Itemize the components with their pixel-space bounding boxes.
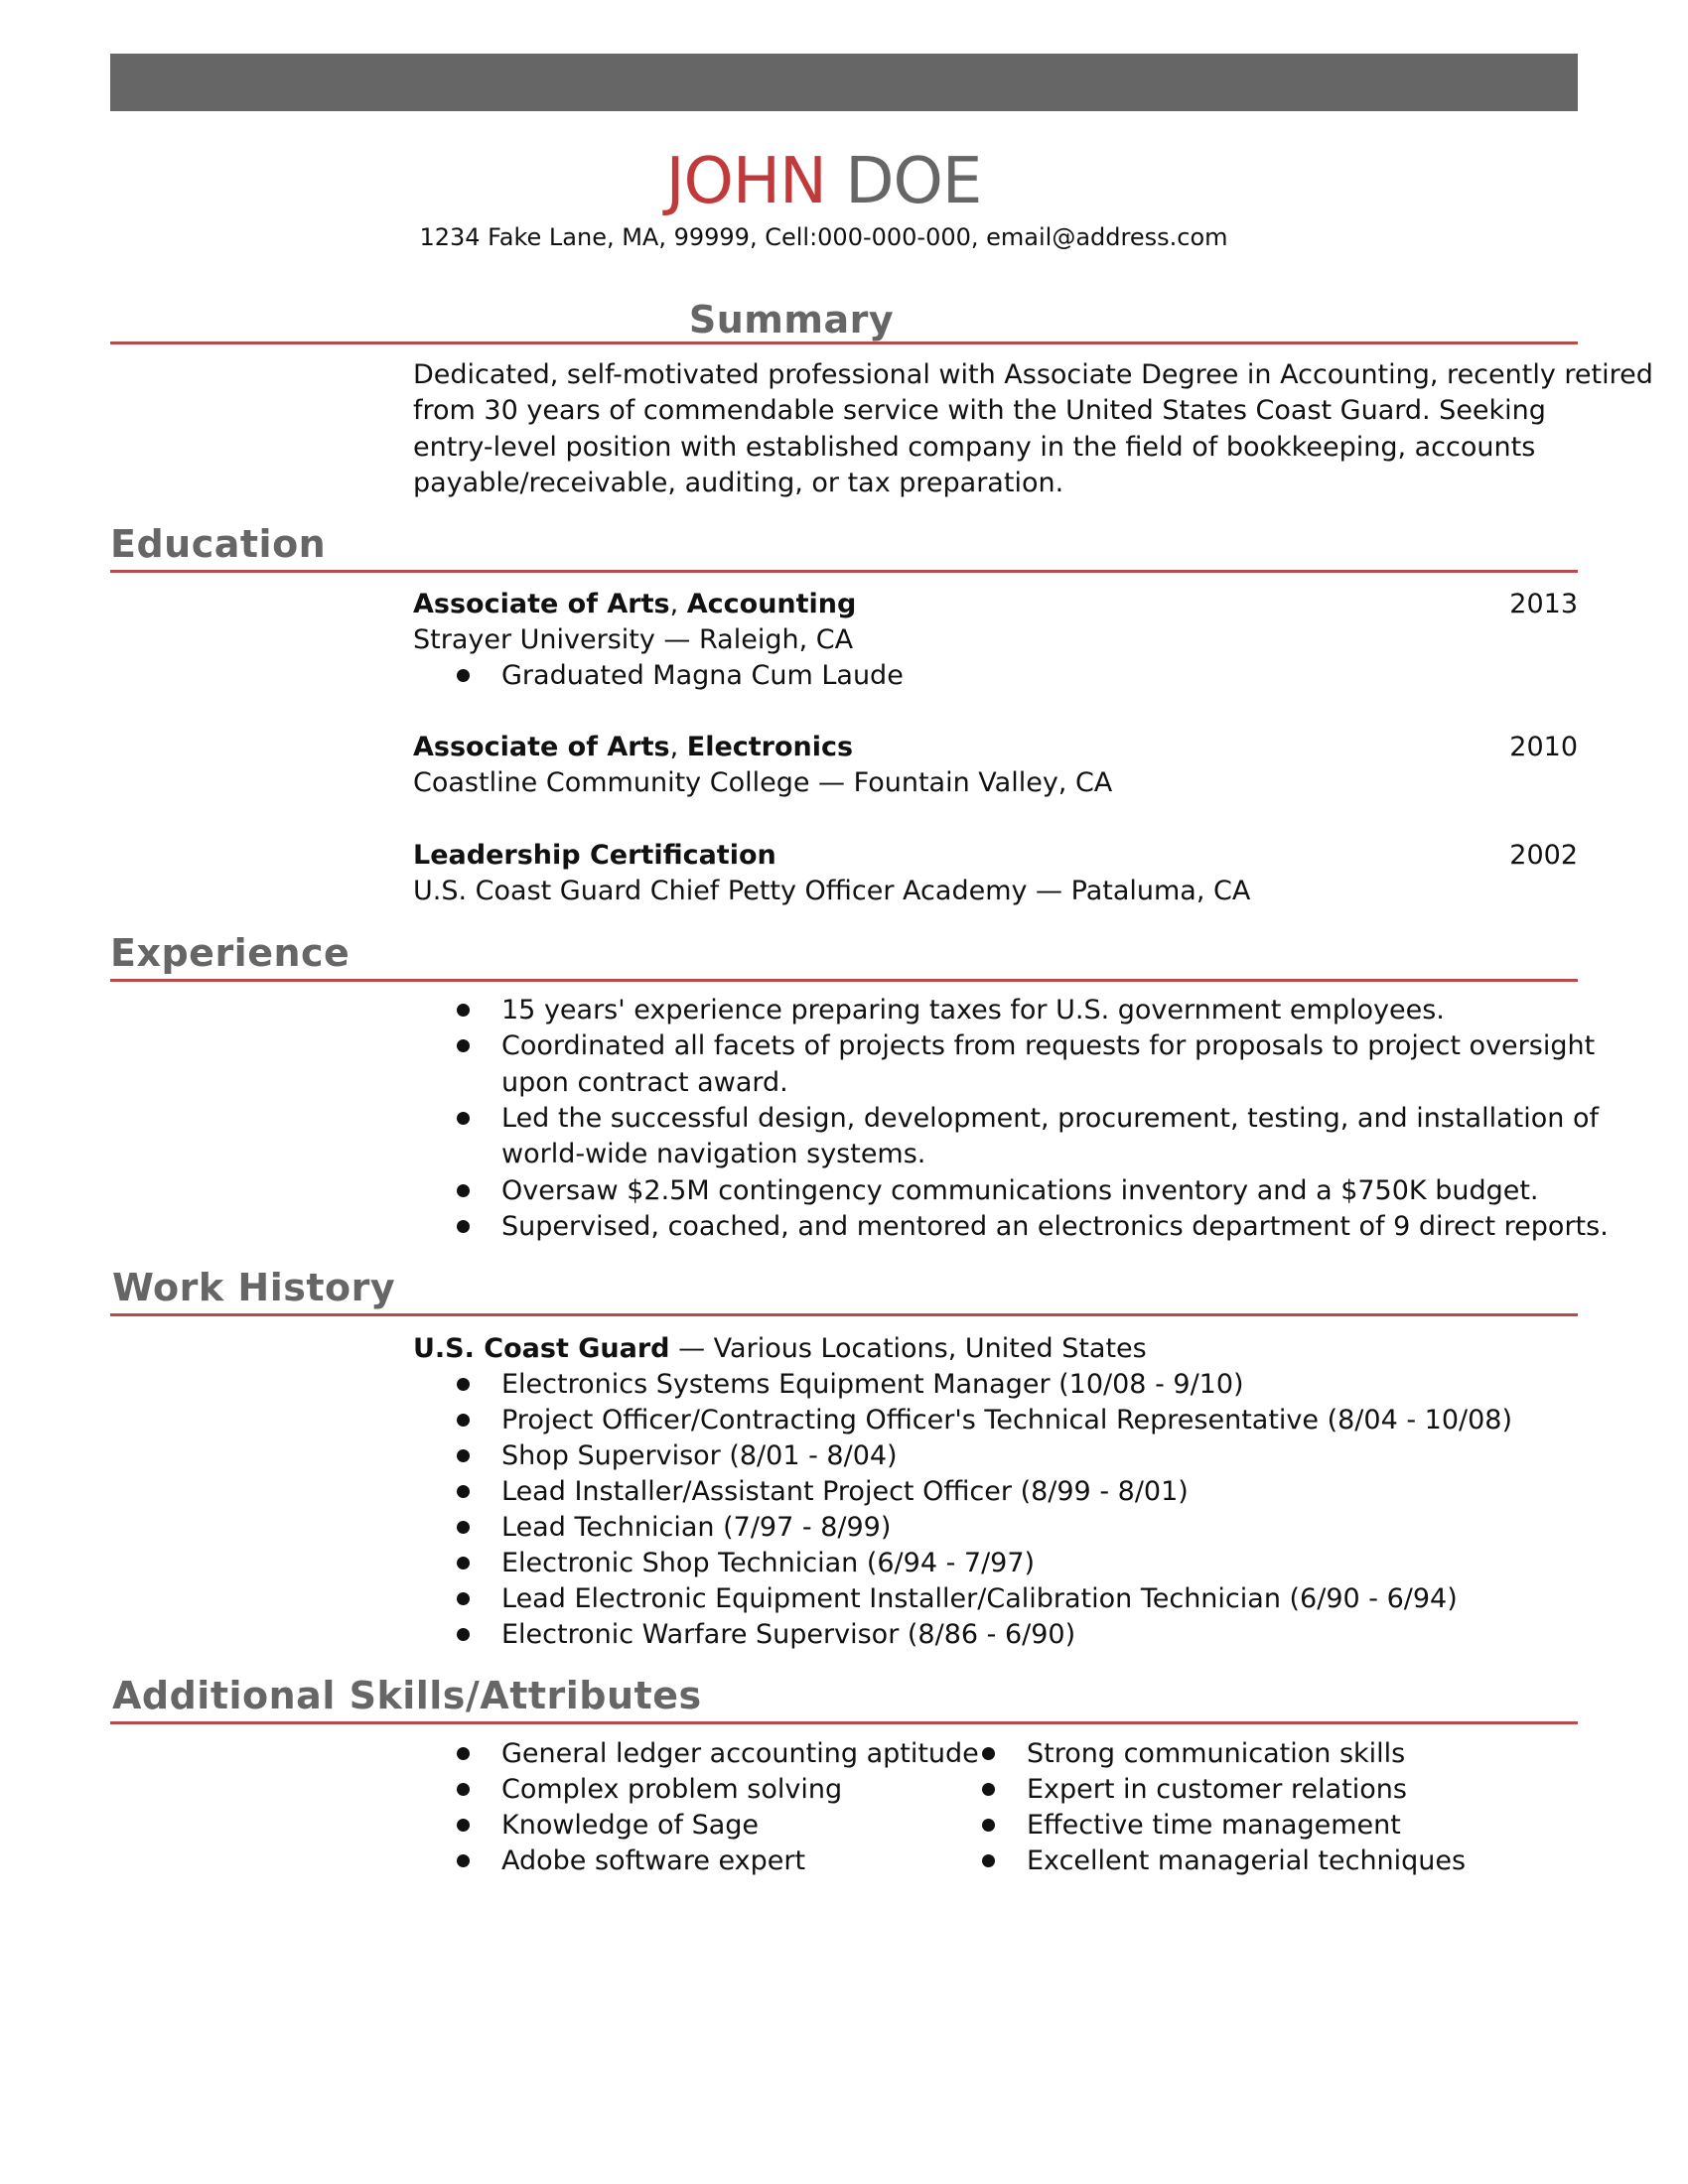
- field: Accounting: [686, 589, 857, 619]
- bullet-icon: [982, 1819, 995, 1832]
- school-location: Fountain Valley, CA: [853, 767, 1113, 798]
- education-entry-2-school: Coastline Community College — Fountain Valley, CA: [413, 767, 1113, 798]
- bullet-icon: [457, 1819, 470, 1832]
- position-item: Project Officer/Contracting Officer's Technical Representative (8/04 - 10/08): [501, 1405, 1513, 1435]
- skill-item: Excellent managerial techniques: [1027, 1845, 1467, 1876]
- education-entry-2-title: Associate of Arts, Electronics: [413, 732, 854, 762]
- bullet-icon: [457, 1184, 470, 1197]
- work-history-rule: [110, 1313, 1578, 1316]
- bullet-icon: [457, 1112, 470, 1125]
- contact-info: 1234 Fake Lane, MA, 99999, Cell:000-000-000, email@address.com: [419, 223, 1228, 251]
- summary-line-4: payable/receivable, auditing, or tax preparation.: [413, 468, 1064, 498]
- experience-heading: Experience: [110, 931, 351, 975]
- bullet-icon: [457, 1414, 470, 1427]
- position-item: Electronics Systems Equipment Manager (10/08 - 9/10): [501, 1369, 1244, 1400]
- bullet-icon: [457, 1521, 470, 1534]
- bullet-icon: [457, 1039, 470, 1052]
- bullet-icon: [982, 1783, 995, 1796]
- bullet-icon: [457, 1747, 470, 1760]
- education-heading: Education: [110, 522, 327, 566]
- degree: Associate of Arts: [413, 732, 670, 762]
- position-item: Lead Technician (7/97 - 8/99): [501, 1512, 892, 1543]
- degree: Associate of Arts: [413, 589, 670, 619]
- bullet-icon: [457, 1485, 470, 1498]
- experience-rule: [110, 979, 1578, 982]
- summary-rule: [110, 341, 1578, 344]
- skill-item: Adobe software expert: [501, 1845, 806, 1876]
- bullet-icon: [457, 1783, 470, 1796]
- candidate-name: [0, 137, 1647, 226]
- skill-item: Complex problem solving: [501, 1774, 843, 1805]
- employer-location: Various Locations, United States: [713, 1333, 1147, 1364]
- bullet-icon: [457, 1557, 470, 1570]
- skill-item: Strong communication skills: [1027, 1738, 1406, 1769]
- skill-item: Effective time management: [1027, 1810, 1401, 1841]
- education-entry-1-school: Strayer University — Raleigh, CA: [413, 624, 854, 655]
- skills-heading: Additional Skills/Attributes: [112, 1674, 702, 1717]
- skills-rule: [110, 1721, 1578, 1724]
- school-location: Pataluma, CA: [1070, 876, 1251, 906]
- position-item: Electronic Warfare Supervisor (8/86 - 6/90): [501, 1619, 1076, 1650]
- experience-bullet-4: Oversaw $2.5M contingency communications inventory and a $750K budget.: [501, 1175, 1539, 1206]
- education-entry-1-honor: Graduated Magna Cum Laude: [501, 660, 904, 691]
- skill-item: Knowledge of Sage: [501, 1810, 760, 1841]
- experience-bullet-5: Supervised, coached, and mentored an electronics department of 9 direct reports.: [501, 1211, 1609, 1242]
- school-name: Coastline Community College: [413, 767, 810, 798]
- bullet-icon: [457, 1628, 470, 1641]
- position-item: Lead Electronic Equipment Installer/Calibration Technician (6/90 - 6/94): [501, 1583, 1458, 1614]
- work-history-heading: Work History: [112, 1266, 396, 1309]
- position-item: Lead Installer/Assistant Project Officer (8/99 - 8/01): [501, 1476, 1189, 1507]
- school-location: Raleigh, CA: [699, 624, 854, 655]
- bullet-icon: [457, 1004, 470, 1017]
- experience-bullet-1: 15 years' experience preparing taxes for U.S. government employees.: [501, 995, 1445, 1025]
- experience-bullet-3-line-2: world-wide navigation systems.: [501, 1139, 926, 1169]
- summary-heading: Summary: [688, 298, 895, 341]
- experience-bullet-3-line-1: Led the successful design, development, procurement, testing, and installation of: [501, 1103, 1599, 1134]
- skill-item: Expert in customer relations: [1027, 1774, 1407, 1805]
- header-bar: [110, 54, 1578, 111]
- bullet-icon: [982, 1854, 995, 1867]
- first-name: JOHN: [665, 145, 826, 218]
- bullet-icon: [457, 1220, 470, 1233]
- education-entry-3-year: 2002: [1509, 840, 1578, 871]
- bullet-icon: [457, 1854, 470, 1867]
- summary-line-3: entry-level position with established company in the field of bookkeeping, accounts: [413, 432, 1536, 463]
- bullet-icon: [457, 1592, 470, 1605]
- education-entry-3-title: Leadership Certification: [413, 840, 776, 871]
- employer-name: U.S. Coast Guard: [413, 1333, 670, 1364]
- position-item: Electronic Shop Technician (6/94 - 7/97): [501, 1548, 1036, 1578]
- school-name: Strayer University: [413, 624, 655, 655]
- field: Electronics: [686, 732, 854, 762]
- education-entry-1-year: 2013: [1509, 589, 1578, 619]
- education-entry-2-year: 2010: [1509, 732, 1578, 762]
- bullet-icon: [457, 1449, 470, 1462]
- experience-bullet-2-line-1: Coordinated all facets of projects from requests for proposals to project oversight: [501, 1030, 1596, 1061]
- bullet-icon: [982, 1747, 995, 1760]
- skill-item: General ledger accounting aptitude: [501, 1738, 979, 1769]
- summary-line-2: from 30 years of commendable service with the United States Coast Guard. Seeking: [413, 395, 1546, 426]
- education-rule: [110, 570, 1578, 573]
- work-history-employer-line: U.S. Coast Guard — Various Locations, United States: [413, 1333, 1147, 1364]
- experience-bullet-2-line-2: upon contract award.: [501, 1067, 788, 1098]
- bullet-icon: [457, 1378, 470, 1391]
- school-name: U.S. Coast Guard Chief Petty Officer Academy: [413, 876, 1028, 906]
- summary-line-1: Dedicated, self-motivated professional with Associate Degree in Accounting, recently retired: [413, 359, 1653, 390]
- position-item: Shop Supervisor (8/01 - 8/04): [501, 1440, 898, 1471]
- education-entry-3-school: U.S. Coast Guard Chief Petty Officer Academy — Pataluma, CA: [413, 876, 1251, 906]
- bullet-icon: [457, 669, 470, 682]
- last-name: DOE: [845, 145, 982, 218]
- education-entry-1-title: Associate of Arts, Accounting: [413, 589, 857, 619]
